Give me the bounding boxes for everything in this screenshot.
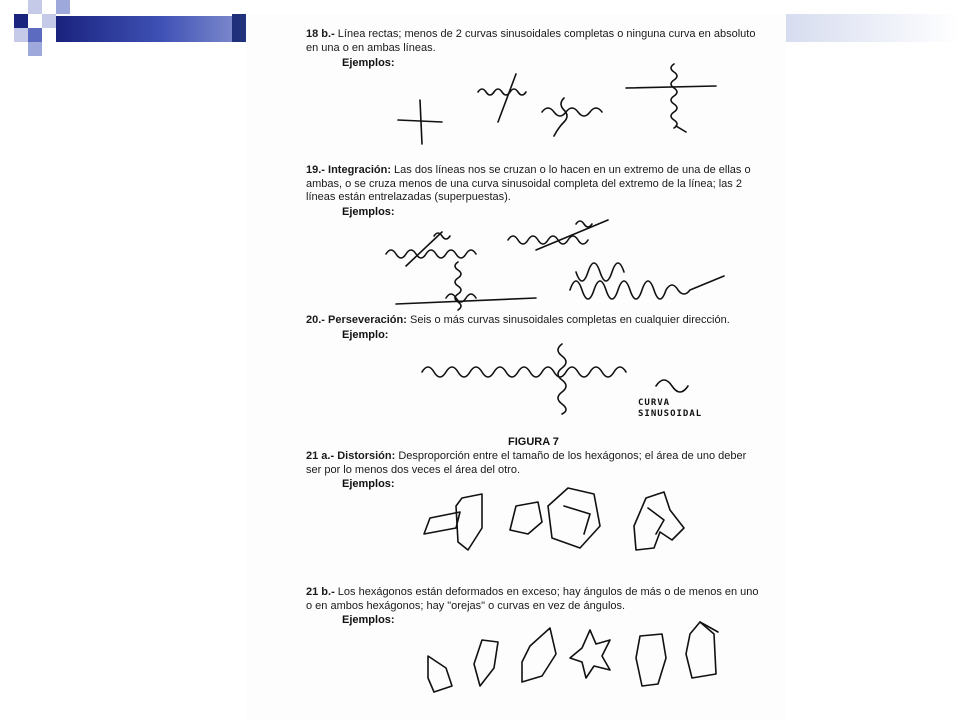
item-description: Seis o más curvas sinusoidales completas en cualquier dirección. <box>409 314 730 326</box>
deformed-hexagon-1 <box>428 656 452 692</box>
item-description: Los hexágonos están deformados en exceso; hay ángulos de más o de menos en uno o en ambos hexágonos; hay "orejas" o curvas en vez de ángulos. <box>306 586 759 612</box>
item-description: Desproporción entre el tamaño de los hexágonos; el área de uno deber ser por lo menos dos veces el área del otro. <box>306 450 747 476</box>
wave-cross-drawing <box>542 98 602 136</box>
item-term: Integración: <box>328 164 391 176</box>
wave-line-drawing <box>478 74 526 122</box>
item-description: Las dos líneas nos se cruzan o lo hacen en un extremo de una de ellas o ambas, o se cruza menos de una curva sinusoidal completa del extremo de la línea; las 2 líneas están entrelazadas (superpuestas). <box>306 164 751 203</box>
figure-label: FIGURA 7 <box>508 436 559 448</box>
decor-band <box>56 16 232 42</box>
decor-square-light <box>42 14 56 28</box>
vertical-wave-drawing <box>626 64 716 132</box>
item-number: 20.- <box>306 314 325 326</box>
decor-square-mid <box>28 28 42 42</box>
deformed-hexagon-5 <box>636 634 666 686</box>
example-drawings <box>246 14 786 720</box>
integration-drawing-4 <box>570 263 724 299</box>
deformed-hexagon-6 <box>686 622 718 678</box>
handwritten-label: SINUSOIDAL <box>638 409 703 419</box>
integration-drawing-1 <box>386 232 476 266</box>
deformed-hexagon-3 <box>522 628 556 682</box>
decor-square-light <box>28 42 42 56</box>
distortion-drawing-2 <box>510 488 600 548</box>
examples-label: Ejemplos: <box>342 478 395 490</box>
item-term: Distorsión: <box>337 450 396 462</box>
item-description: Línea rectas; menos de 2 curvas sinusoidales completas o ninguna curva en absoluto en una o en ambas líneas. <box>306 28 756 54</box>
examples-label: Ejemplo: <box>342 329 389 341</box>
decor-square-light <box>14 28 28 42</box>
decor-square-mid <box>56 0 70 14</box>
item-number: 19.- <box>306 164 325 176</box>
deformed-hexagon-4 <box>570 630 610 678</box>
item-number: 21 a.- <box>306 450 335 462</box>
cross-drawing <box>398 100 442 144</box>
examples-label: Ejemplos: <box>342 206 395 218</box>
item-number: 21 b.- <box>306 586 335 598</box>
examples-label: Ejemplos: <box>342 57 395 69</box>
decor-square-light <box>28 0 42 14</box>
examples-label: Ejemplos: <box>342 614 395 626</box>
integration-drawing-2 <box>508 220 608 250</box>
decor-square-dark <box>14 14 28 28</box>
integration-drawing-3 <box>396 262 536 310</box>
handwritten-label: CURVA <box>638 398 671 408</box>
deformed-hexagon-2 <box>474 640 498 686</box>
item-number: 18 b.- <box>306 28 335 40</box>
sinusoidal-curve-sample <box>656 380 688 392</box>
perseveration-drawing <box>422 344 626 414</box>
distortion-drawing-1 <box>424 494 482 550</box>
item-term: Perseveración: <box>328 314 407 326</box>
distortion-drawing-3 <box>634 492 684 550</box>
scanned-document <box>246 14 786 720</box>
